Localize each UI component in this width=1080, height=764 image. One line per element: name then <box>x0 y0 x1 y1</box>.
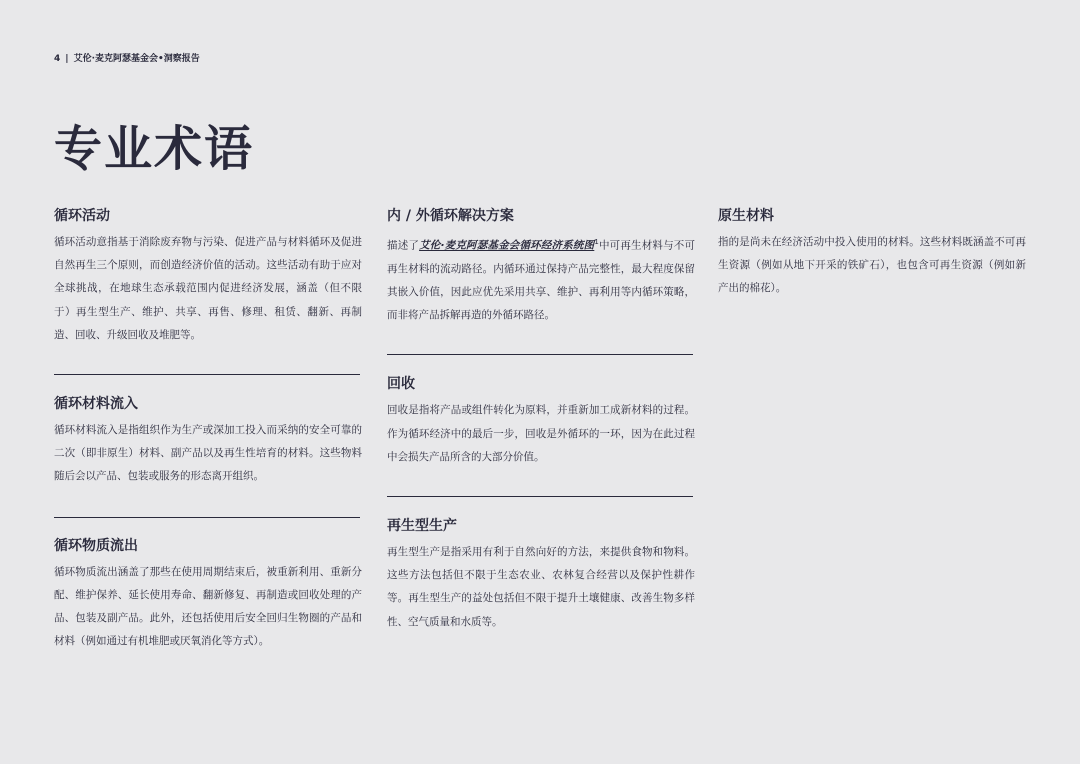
header-report-type: 洞察报告 <box>163 54 200 64</box>
term-body-prefix: 描述了 <box>387 239 420 252</box>
term-body: 再生型生产是指采用有利于自然向好的方法，来提供食物和物料。这些方法包括但不限于生态农业、农林复合经营以及保护性耕作等。再生型生产的益处包括但不限于提升土壤健康、改善生物多样性、空气质量和水质等。 <box>387 545 695 628</box>
term-recycling <box>387 374 695 469</box>
column-2 <box>387 206 695 634</box>
term-inner-outer-loops <box>387 206 695 327</box>
term-heading: 内 / 外循环解决方案 <box>387 208 514 224</box>
term-body <box>387 231 695 327</box>
term-virgin-materials <box>718 206 1026 301</box>
term-heading: 循环物质流出 <box>54 537 138 554</box>
term-heading: 循环活动 <box>54 208 110 224</box>
term-heading: 回收 <box>387 376 415 393</box>
column-3 <box>718 206 1026 301</box>
system-diagram-link[interactable]: 艾伦·麦克阿瑟基金会循环经济系统图 <box>419 239 595 252</box>
term-heading: 再生型生产 <box>387 517 457 534</box>
term-circular-material-outflow <box>54 536 362 654</box>
term-body-suffix: 中可再生材料与不可再生材料的流动路径。内循环通过保持产品完整性，最大程度保留其嵌入价值，因此应优先采用共享、维护、再利用等内循环策略，而非将产品拆解再造的外循环路径。 <box>387 239 695 322</box>
header-dot: • <box>157 54 164 64</box>
page-title: 专业术语 <box>54 121 255 177</box>
header-separator: | <box>65 54 69 64</box>
term-heading: 原生材料 <box>718 208 774 224</box>
page-number: 4 <box>54 54 61 64</box>
term-body: 循环活动意指基于消除废弃物与污染、促进产品与材料循环及促进自然再生三个原则，而创造经济价值的活动。这些活动有助于应对全球挑战，在地球生态承载范围内促进经济发展，涵盖（但不限于）再生型生产、维护、共享、再售、修理、租赁、翻新、再制造、回收、升级回收及堆肥等。 <box>54 236 362 341</box>
term-body: 循环物质流出涵盖了那些在使用周期结束后，被重新利用、重新分配、维护保养、延长使用寿命、翻新修复、再制造或回收处理的产品、包装及副产品。此外，还包括使用后安全回归生物圈的产品和材料（例如通过有机堆肥或厌氧消化等方式）。 <box>54 565 362 648</box>
term-body: 循环材料流入是指组织作为生产或深加工投入而采纳的安全可靠的二次（即非原生）材料、副产品以及再生性培育的材料。这些物料随后会以产品、包装或服务的形态离开组织。 <box>54 424 362 483</box>
header-org-name: 艾伦·麦克阿瑟基金会 <box>73 54 158 64</box>
term-body: 指的是尚未在经济活动中投入使用的材料。这些材料既涵盖不可再生资源（例如从地下开采的铁矿石），也包含可再生资源（例如新产出的棉花）。 <box>718 236 1026 295</box>
divider <box>54 374 360 375</box>
footnote-marker: 1 <box>594 238 599 246</box>
column-1 <box>54 206 362 653</box>
divider <box>54 517 360 518</box>
term-circular-activities <box>54 206 362 347</box>
term-regenerative-production <box>387 516 695 634</box>
divider <box>387 354 693 355</box>
term-body: 回收是指将产品或组件转化为原料，并重新加工成新材料的过程。作为循环经济中的最后一步，回收是外循环的一环，因为在此过程中会损失产品所含的大部分价值。 <box>387 404 695 463</box>
page-header <box>54 51 200 64</box>
term-heading: 循环材料流入 <box>54 396 138 413</box>
divider <box>387 496 693 497</box>
term-circular-material-inflow <box>54 394 362 489</box>
